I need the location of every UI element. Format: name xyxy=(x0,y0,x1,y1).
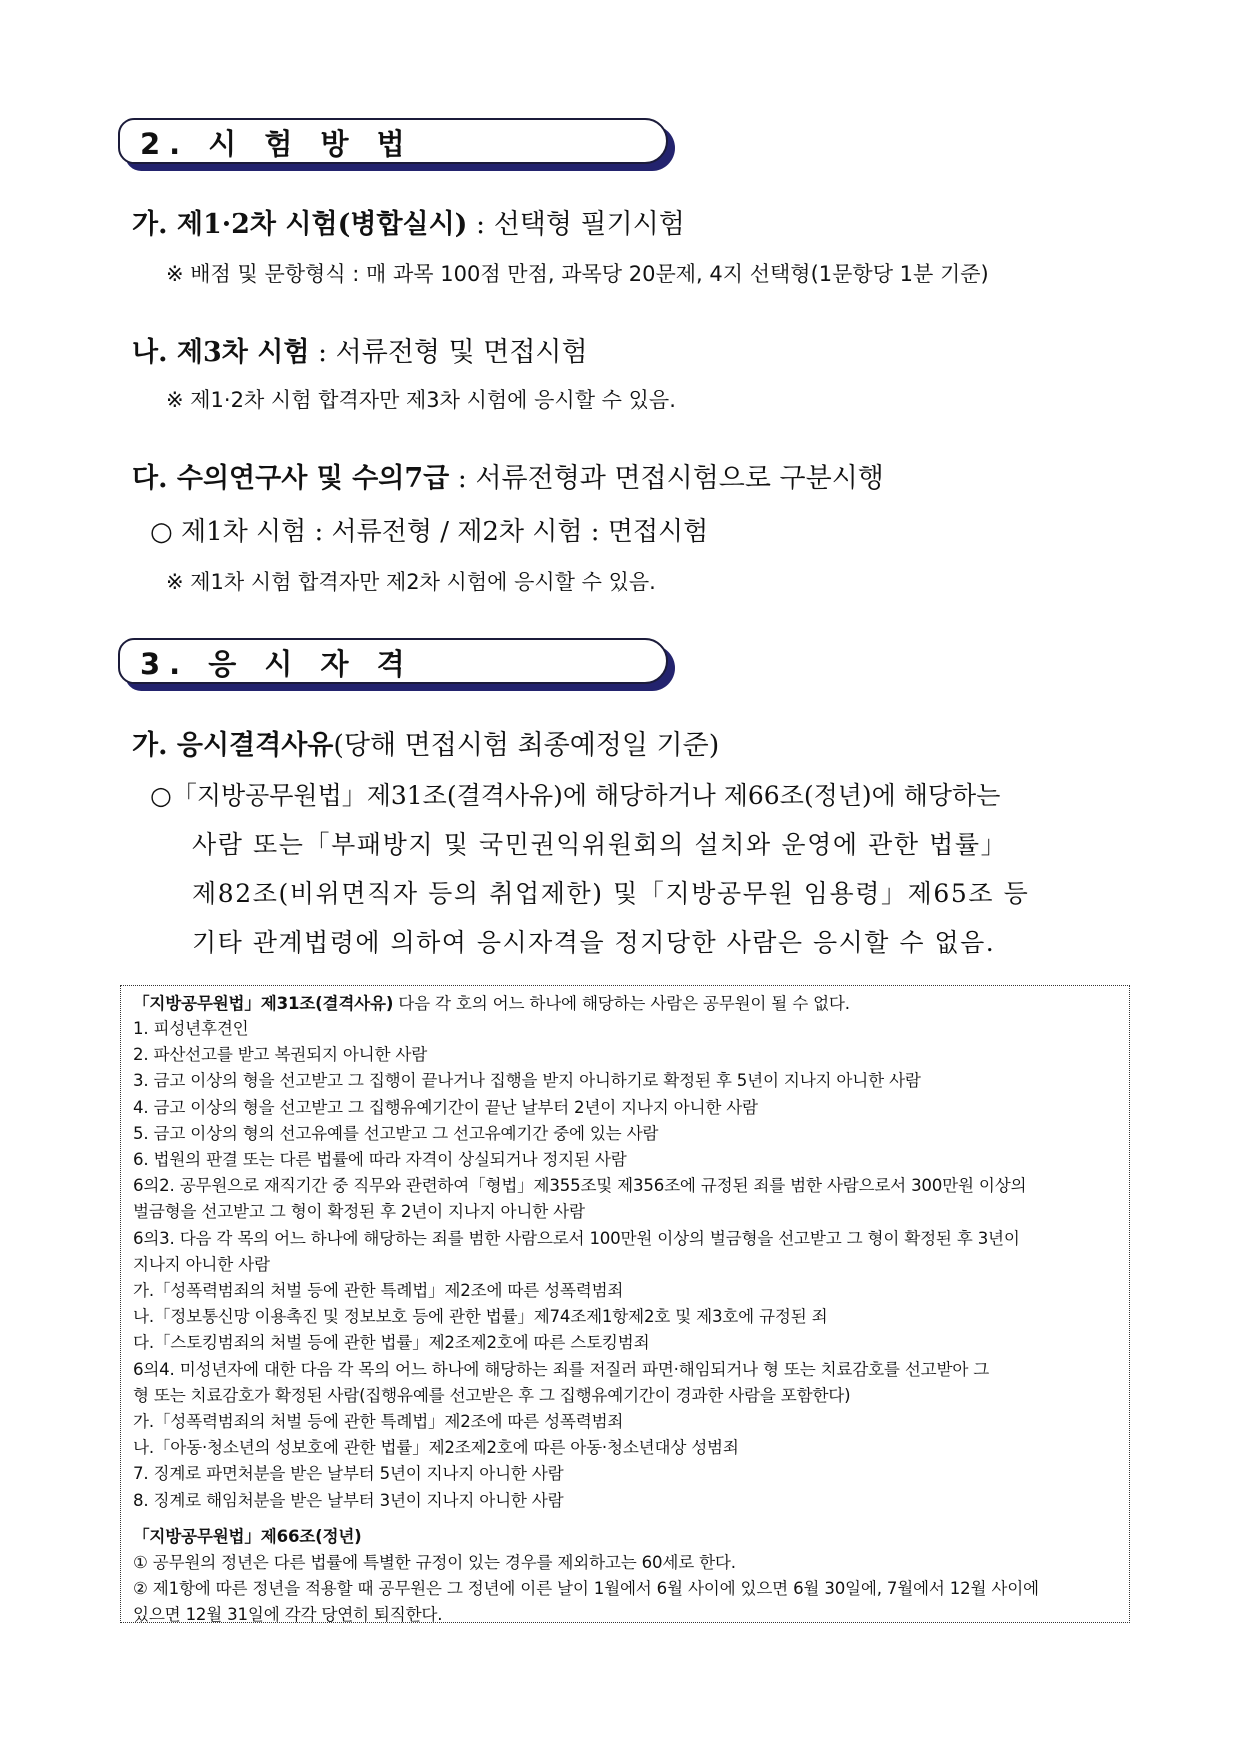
s3-para-line4: 기타 관계법령에 의하여 응시자격을 정지당한 사람은 응시할 수 없음. xyxy=(192,928,996,957)
law-item: 형 또는 치료감호가 확정된 사람(집행유예를 선고받은 후 그 집행유예기간이 경과한 사람을 포함한다) xyxy=(133,1385,851,1405)
art66-item: ② 제1항에 따른 정년을 적용할 때 공무원은 그 정년에 이른 날이 1월에서 6월 사이에 있으면 6월 30일에, 7월에서 12월 사이에 xyxy=(133,1579,1039,1599)
s3-para-line1: ○「지방공무원법」제31조(결격사유)에 해당하거나 제66조(정년)에 해당하는 xyxy=(150,781,1001,810)
s3-ga-lead: 가. 응시결격사유 xyxy=(132,730,334,761)
s2-da-heading xyxy=(132,456,884,495)
law-item: 나.「정보통신망 이용촉진 및 정보보호 등에 관한 법률」제74조제1항제2호 및 제3호에 규정된 죄 xyxy=(133,1307,828,1327)
law-item: 4. 금고 이상의 형을 선고받고 그 집행유예기간이 끝난 날부터 2년이 지나지 아니한 사람 xyxy=(133,1097,758,1117)
law-item: 2. 파산선고를 받고 복권되지 아니한 사람 xyxy=(133,1045,428,1065)
art66-item: 있으면 12월 31일에 각각 당연히 퇴직한다. xyxy=(133,1605,443,1625)
section-2-title: 2. 시 험 방 법 xyxy=(140,127,414,161)
s2-na-lead: 나. 제3차 시험 xyxy=(132,337,310,368)
art31-title: 「지방공무원법」제31조(결격사유) xyxy=(133,994,394,1013)
s3-para-line2: 사람 또는「부패방지 및 국민권익위원회의 설치와 운영에 관한 법률」 xyxy=(192,830,1008,859)
law-item: 6의2. 공무원으로 재직기간 중 직무와 관련하여「형법」제355조및 제356조에 규정된 죄를 범한 사람으로서 300만원 이상의 xyxy=(133,1176,1027,1196)
law-item: 7. 징계로 파면처분을 받은 날부터 5년이 지나지 아니한 사람 xyxy=(133,1464,564,1484)
s2-da-bullet: ○ 제1차 시험 : 서류전형 / 제2차 시험 : 면접시험 xyxy=(150,517,709,547)
s2-ga-note: ※ 배점 및 문항형식 : 매 과목 100점 만점, 과목당 20문제, 4지 선택형(1문항당 1분 기준) xyxy=(166,262,989,286)
law-item: 나.「아동·청소년의 성보호에 관한 법률」제2조제2호에 따른 아동·청소년대상 성범죄 xyxy=(133,1438,739,1458)
s2-ga-heading xyxy=(132,202,685,241)
art66-header xyxy=(133,1523,362,1547)
law-item: 6의4. 미성년자에 대한 다음 각 목의 어느 하나에 해당하는 죄를 저질러 파면·해임되거나 형 또는 치료감호를 선고받아 그 xyxy=(133,1359,990,1379)
law-item: 벌금형을 선고받고 그 형이 확정된 후 2년이 지나지 아니한 사람 xyxy=(133,1202,585,1222)
s2-ga-lead: 가. 제1·2차 시험(병합실시) xyxy=(132,209,468,240)
art66-item: ① 공무원의 정년은 다른 법률에 특별한 규정이 있는 경우를 제외하고는 60세로 한다. xyxy=(133,1553,736,1572)
s2-da-lead: 다. 수의연구사 및 수의7급 xyxy=(132,463,450,494)
law-item: 5. 금고 이상의 형의 선고유예를 선고받고 그 선고유예기간 중에 있는 사람 xyxy=(133,1123,659,1143)
s2-na-heading xyxy=(132,330,588,369)
section-3-title: 3. 응 시 자 격 xyxy=(140,647,414,681)
law-item: 6의3. 다음 각 목의 어느 하나에 해당하는 죄를 범한 사람으로서 100만원 이상의 벌금형을 선고받고 그 형이 확정된 후 3년이 xyxy=(133,1228,1020,1248)
s3-ga-rest: (당해 면접시험 최종예정일 기준) xyxy=(333,730,720,761)
art66-title: 「지방공무원법」제66조(정년) xyxy=(133,1527,362,1546)
art31-header xyxy=(133,990,850,1014)
s2-na-note: ※ 제1·2차 시험 합격자만 제3차 시험에 응시할 수 있음. xyxy=(166,388,676,412)
law-item: 가.「성폭력범죄의 처벌 등에 관한 특례법」제2조에 따른 성폭력범죄 xyxy=(133,1281,624,1300)
section-2-banner xyxy=(118,118,676,172)
law-item: 1. 피성년후견인 xyxy=(133,1019,249,1038)
section-3-banner xyxy=(118,638,676,692)
law-item: 지나지 아니한 사람 xyxy=(133,1254,270,1274)
law-item: 다.「스토킹범죄의 처벌 등에 관한 법률」제2조제2호에 따른 스토킹범죄 xyxy=(133,1333,650,1353)
art31-intro: 다음 각 호의 어느 하나에 해당하는 사람은 공무원이 될 수 없다. xyxy=(393,994,850,1013)
law-item: 가.「성폭력범죄의 처벌 등에 관한 특례법」제2조에 따른 성폭력범죄 xyxy=(133,1412,624,1431)
law-item: 8. 징계로 해임처분을 받은 날부터 3년이 지나지 아니한 사람 xyxy=(133,1490,564,1510)
s3-para-line3: 제82조(비위면직자 등의 취업제한) 및「지방공무원 임용령」제65조 등 xyxy=(192,879,1030,908)
s2-na-rest: : 서류전형 및 면접시험 xyxy=(309,337,588,368)
law-item: 3. 금고 이상의 형을 선고받고 그 집행이 끝나거나 집행을 받지 아니하기로 확정된 후 5년이 지나지 아니한 사람 xyxy=(133,1071,921,1091)
s2-ga-rest: : 선택형 필기시험 xyxy=(467,209,685,240)
law-item: 6. 법원의 판결 또는 다른 법률에 따라 자격이 상실되거나 정지된 사람 xyxy=(133,1150,627,1169)
s2-da-rest: : 서류전형과 면접시험으로 구분시행 xyxy=(449,463,884,494)
s2-da-note: ※ 제1차 시험 합격자만 제2차 시험에 응시할 수 있음. xyxy=(166,570,656,594)
s3-ga-heading xyxy=(132,723,719,762)
